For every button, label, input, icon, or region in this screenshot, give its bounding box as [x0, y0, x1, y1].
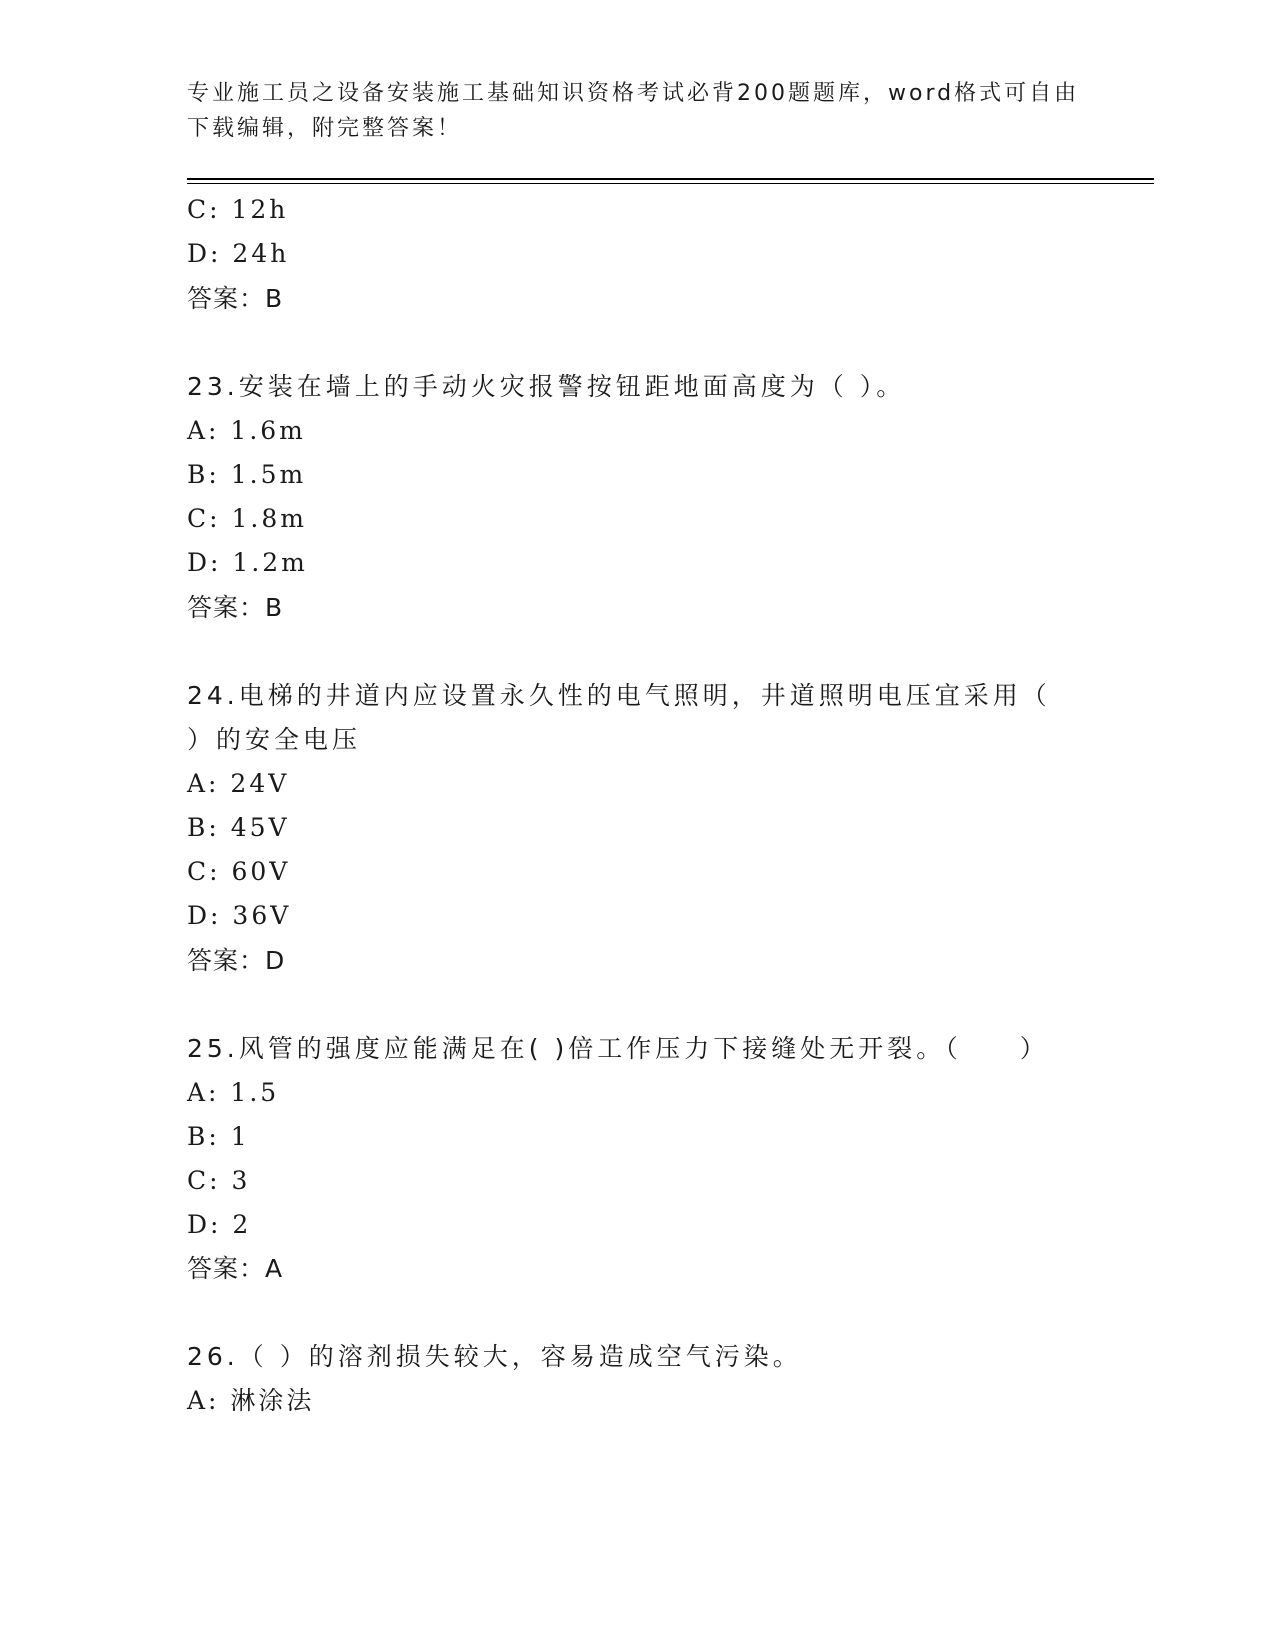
option-c: C: 60V: [187, 857, 291, 886]
option-d: D: 2: [187, 1210, 252, 1239]
answer: 答案：B: [187, 284, 284, 313]
option-a: A: 1.5: [187, 1078, 280, 1107]
header-divider-thick: [187, 178, 1154, 180]
option-d: D: 1.2m: [187, 548, 308, 577]
question-text: 25.风管的强度应能满足在( )倍工作压力下接缝处无开裂。（ ）: [187, 1034, 1049, 1063]
option-d: D: 24h: [187, 239, 290, 268]
answer: 答案：A: [187, 1254, 284, 1283]
document-title-line-2: 下载编辑，附完整答案！: [187, 116, 463, 141]
answer: 答案：B: [187, 593, 284, 622]
option-b: B: 45V: [187, 813, 290, 842]
option-b: B: 1: [187, 1122, 250, 1151]
option-a: A: 淋涂法: [187, 1386, 315, 1415]
document-title-line-1: 专业施工员之设备安装施工基础知识资格考试必背200题题库，word格式可自由: [187, 81, 1080, 106]
option-c: C: 1.8m: [187, 504, 307, 533]
option-a: A: 24V: [187, 769, 290, 798]
option-c: C: 3: [187, 1166, 251, 1195]
document-title: [187, 76, 1087, 146]
option-a: A: 1.6m: [187, 416, 306, 445]
question-text: 24.电梯的井道内应设置永久性的电气照明，井道照明电压宜采用（: [187, 681, 1051, 710]
answer: 答案：D: [187, 946, 286, 975]
option-c: C: 12h: [187, 195, 289, 224]
header-divider-thin: [187, 183, 1154, 184]
question-text: 23.安装在墙上的手动火灾报警按钮距地面高度为（ ）。: [187, 372, 906, 401]
option-d: D: 36V: [187, 901, 292, 930]
option-b: B: 1.5m: [187, 460, 307, 489]
question-text-continued: ）的安全电压: [187, 725, 362, 754]
question-text: 26.（ ）的溶剂损失较大，容易造成空气污染。: [187, 1342, 802, 1371]
